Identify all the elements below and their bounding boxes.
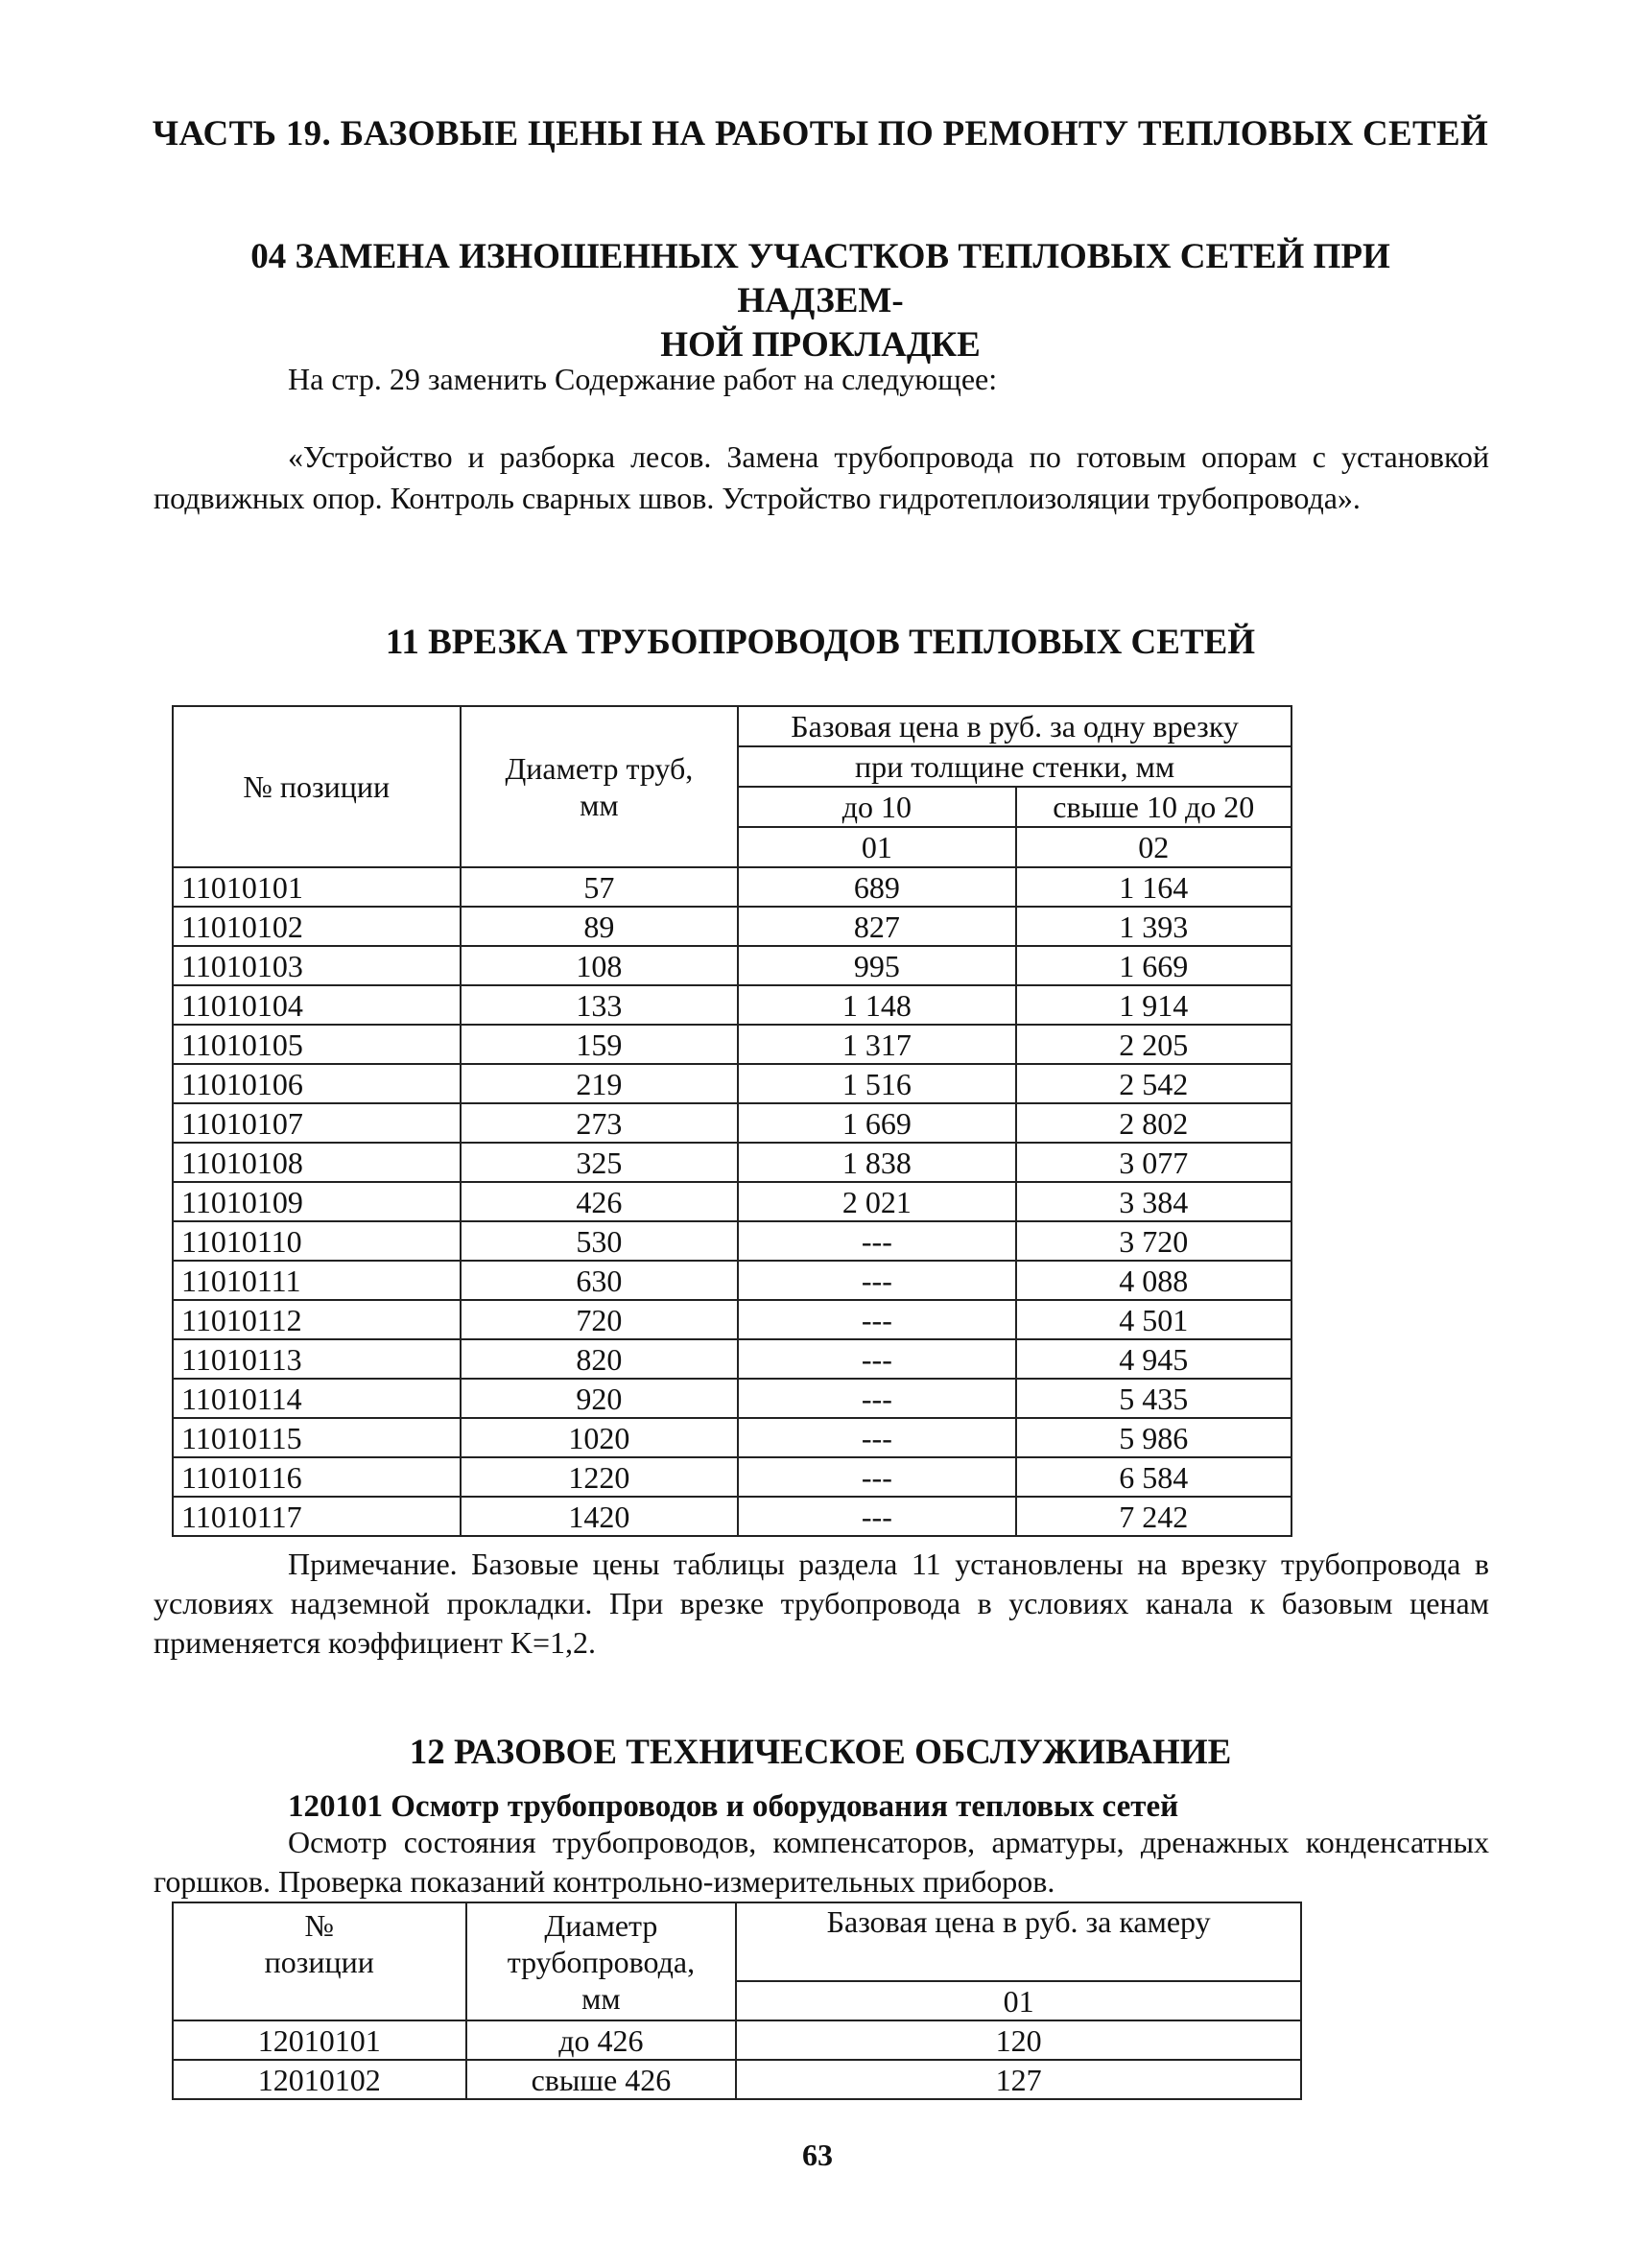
header-price-line2: при толщине стенки, мм bbox=[738, 746, 1291, 787]
cell-diameter: 89 bbox=[461, 907, 739, 946]
section-04-title bbox=[182, 235, 1458, 367]
table-row bbox=[173, 1339, 1291, 1379]
cell-position: 11010101 bbox=[173, 867, 461, 907]
cell-position: 11010104 bbox=[173, 985, 461, 1025]
cell-price-01: --- bbox=[738, 1300, 1015, 1339]
cell-position: 11010110 bbox=[173, 1221, 461, 1261]
header-sub2: свыше 10 до 20 bbox=[1016, 787, 1291, 827]
header-sub1: до 10 bbox=[738, 787, 1015, 827]
header-position bbox=[173, 1902, 466, 2020]
cell-price-02: 4 088 bbox=[1016, 1261, 1291, 1300]
table-row bbox=[173, 1261, 1291, 1300]
cell-diameter: 133 bbox=[461, 985, 739, 1025]
cell-diameter: 530 bbox=[461, 1221, 739, 1261]
cell-diameter: 720 bbox=[461, 1300, 739, 1339]
section-11-table-body bbox=[173, 867, 1291, 1536]
cell-price-01: 995 bbox=[738, 946, 1015, 985]
cell-price-02: 1 393 bbox=[1016, 907, 1291, 946]
table-row bbox=[173, 1064, 1291, 1103]
cell-price-02: 3 720 bbox=[1016, 1221, 1291, 1261]
table-row bbox=[173, 1457, 1291, 1497]
cell-price: 127 bbox=[736, 2060, 1301, 2099]
cell-price-01: 1 516 bbox=[738, 1064, 1015, 1103]
table-row bbox=[173, 985, 1291, 1025]
cell-diameter: 630 bbox=[461, 1261, 739, 1300]
table-row bbox=[173, 2020, 1301, 2060]
section-12-title: 12 РАЗОВОЕ ТЕХНИЧЕСКОЕ ОБСЛУЖИВАНИЕ bbox=[409, 1733, 1232, 1772]
cell-price-02: 1 669 bbox=[1016, 946, 1291, 985]
cell-price-01: 1 669 bbox=[738, 1103, 1015, 1143]
header-code1: 01 bbox=[738, 827, 1015, 867]
section-04-title-line2: НОЙ ПРОКЛАДКЕ bbox=[660, 325, 981, 365]
section-11-title: 11 ВРЕЗКА ТРУБОПРОВОДОВ ТЕПЛОВЫХ СЕТЕЙ bbox=[385, 623, 1256, 662]
header-diameter-line3: мм bbox=[581, 1980, 621, 2016]
header-diameter: Диаметр труб, мм bbox=[461, 706, 739, 867]
cell-position: 11010116 bbox=[173, 1457, 461, 1497]
cell-price-02: 4 945 bbox=[1016, 1339, 1291, 1379]
cell-price-01: 2 021 bbox=[738, 1182, 1015, 1221]
cell-position: 11010109 bbox=[173, 1182, 461, 1221]
table-row bbox=[173, 1182, 1291, 1221]
cell-price-01: --- bbox=[738, 1497, 1015, 1536]
table-row bbox=[173, 1300, 1291, 1339]
cell-price-02: 3 384 bbox=[1016, 1182, 1291, 1221]
table-row bbox=[173, 1418, 1291, 1457]
header-position: № позиции bbox=[173, 706, 461, 867]
cell-price-01: 1 148 bbox=[738, 985, 1015, 1025]
cell-price-02: 2 542 bbox=[1016, 1064, 1291, 1103]
section-04-quote: «Устройство и разборка лесов. Замена трубопровода по готовым опорам с установкой подвижных опор. Контроль сварных швов. Устройство гидротеплоизоляции трубопровода». bbox=[154, 439, 1489, 515]
section-04-instruction: На стр. 29 заменить Содержание работ на следующее: bbox=[288, 362, 998, 396]
cell-diameter: свыше 426 bbox=[466, 2060, 737, 2099]
cell-price-01: 689 bbox=[738, 867, 1015, 907]
section-11-table bbox=[172, 705, 1292, 1537]
cell-price-02: 5 435 bbox=[1016, 1379, 1291, 1418]
cell-diameter: 273 bbox=[461, 1103, 739, 1143]
cell-position: 11010113 bbox=[173, 1339, 461, 1379]
cell-price-02: 4 501 bbox=[1016, 1300, 1291, 1339]
cell-diameter: 426 bbox=[461, 1182, 739, 1221]
table-row bbox=[173, 1103, 1291, 1143]
cell-price-01: --- bbox=[738, 1457, 1015, 1497]
cell-position: 11010117 bbox=[173, 1497, 461, 1536]
header-price-line1: Базовая цена в руб. за одну врезку bbox=[738, 706, 1291, 746]
table-row bbox=[173, 907, 1291, 946]
cell-position: 11010106 bbox=[173, 1064, 461, 1103]
cell-position: 11010108 bbox=[173, 1143, 461, 1182]
cell-diameter: 159 bbox=[461, 1025, 739, 1064]
cell-diameter: до 426 bbox=[466, 2020, 737, 2060]
cell-position: 11010105 bbox=[173, 1025, 461, 1064]
header-position-line2: позиции bbox=[264, 1944, 374, 1979]
cell-price-02: 6 584 bbox=[1016, 1457, 1291, 1497]
cell-price-01: --- bbox=[738, 1339, 1015, 1379]
header-position-line1: № bbox=[304, 1907, 335, 1943]
table-row bbox=[173, 1143, 1291, 1182]
cell-diameter: 219 bbox=[461, 1064, 739, 1103]
cell-diameter: 1220 bbox=[461, 1457, 739, 1497]
section-12-description: Осмотр состояния трубопроводов, компенсаторов, арматуры, дренажных конденсатных горшков. Проверка показаний контрольно-измерительных приборов. bbox=[154, 1825, 1489, 1899]
cell-position: 11010115 bbox=[173, 1418, 461, 1457]
cell-price-02: 7 242 bbox=[1016, 1497, 1291, 1536]
table-row bbox=[173, 946, 1291, 985]
table-row bbox=[173, 1497, 1291, 1536]
section-12-subtitle: 120101 Осмотр трубопроводов и оборудования тепловых сетей bbox=[288, 1789, 1179, 1824]
table-row bbox=[173, 867, 1291, 907]
part-title: ЧАСТЬ 19. БАЗОВЫЕ ЦЕНЫ НА РАБОТЫ ПО РЕМОНТУ ТЕПЛОВЫХ СЕТЕЙ bbox=[152, 114, 1489, 154]
cell-price-02: 2 802 bbox=[1016, 1103, 1291, 1143]
cell-position: 11010111 bbox=[173, 1261, 461, 1300]
cell-diameter: 1020 bbox=[461, 1418, 739, 1457]
cell-diameter: 1420 bbox=[461, 1497, 739, 1536]
cell-price-01: 1 838 bbox=[738, 1143, 1015, 1182]
table-row bbox=[173, 2060, 1301, 2099]
table-row bbox=[173, 1025, 1291, 1064]
cell-position: 11010114 bbox=[173, 1379, 461, 1418]
cell-position: 11010103 bbox=[173, 946, 461, 985]
section-12-table bbox=[172, 1902, 1302, 2100]
cell-price-01: 1 317 bbox=[738, 1025, 1015, 1064]
header-code: 01 bbox=[736, 1981, 1301, 2020]
cell-diameter: 325 bbox=[461, 1143, 739, 1182]
cell-price-01: --- bbox=[738, 1221, 1015, 1261]
cell-position: 12010101 bbox=[173, 2020, 466, 2060]
cell-diameter: 57 bbox=[461, 867, 739, 907]
cell-price-01: --- bbox=[738, 1418, 1015, 1457]
cell-price-02: 1 164 bbox=[1016, 867, 1291, 907]
cell-price-01: --- bbox=[738, 1379, 1015, 1418]
section-11-note: Примечание. Базовые цены таблицы раздела 11 установлены на врезку трубопровода в условиях надземной прокладки. При врезке трубопровода в условиях канала к базовым ценам применяется коэффициент K=1,2. bbox=[154, 1547, 1489, 1660]
cell-position: 11010107 bbox=[173, 1103, 461, 1143]
cell-position: 12010102 bbox=[173, 2060, 466, 2099]
header-diameter-line1: Диаметр bbox=[544, 1907, 658, 1943]
cell-price-01: --- bbox=[738, 1261, 1015, 1300]
table-row bbox=[173, 1379, 1291, 1418]
table-row bbox=[173, 1221, 1291, 1261]
cell-diameter: 920 bbox=[461, 1379, 739, 1418]
header-diameter-line2: трубопровода, bbox=[507, 1944, 696, 1979]
cell-diameter: 820 bbox=[461, 1339, 739, 1379]
header-diameter bbox=[466, 1902, 737, 2020]
cell-diameter: 108 bbox=[461, 946, 739, 985]
page-number: 63 bbox=[802, 2138, 833, 2172]
cell-price-02: 2 205 bbox=[1016, 1025, 1291, 1064]
header-price: Базовая цена в руб. за камеру bbox=[736, 1902, 1301, 1981]
cell-price-02: 5 986 bbox=[1016, 1418, 1291, 1457]
cell-price: 120 bbox=[736, 2020, 1301, 2060]
cell-price-02: 1 914 bbox=[1016, 985, 1291, 1025]
cell-position: 11010112 bbox=[173, 1300, 461, 1339]
cell-price-02: 3 077 bbox=[1016, 1143, 1291, 1182]
header-code2: 02 bbox=[1016, 827, 1291, 867]
section-04-title-line1: 04 ЗАМЕНА ИЗНОШЕННЫХ УЧАСТКОВ ТЕПЛОВЫХ СЕТЕЙ ПРИ НАДЗЕМ- bbox=[250, 237, 1390, 320]
cell-position: 11010102 bbox=[173, 907, 461, 946]
cell-price-01: 827 bbox=[738, 907, 1015, 946]
